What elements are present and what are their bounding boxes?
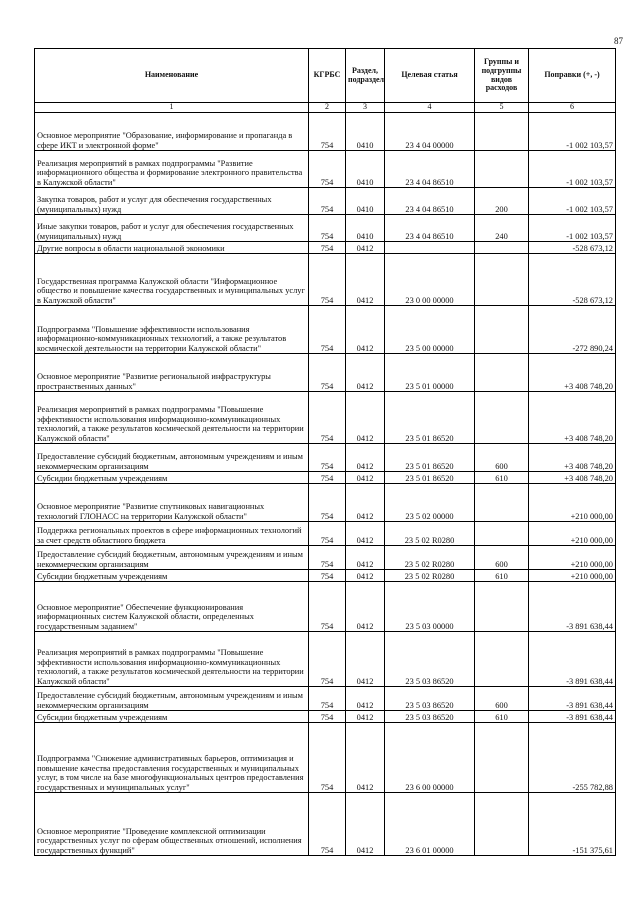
row-expense-group: [475, 582, 529, 632]
row-name: Предоставление субсидий бюджетным, автономным учреждениям и иным некоммерческим организациям: [35, 546, 309, 570]
row-target-article: 23 5 01 00000: [385, 354, 475, 392]
row-expense-group: [475, 254, 529, 306]
row-name: Подпрограмма "Снижение административных барьеров, оптимизация и повышение качества предоставления государственных и муниципальных услуг, в том числе на базе многофункциональных центров предоставления государственных и муниципальных услуг": [35, 723, 309, 793]
table-row: [35, 582, 616, 632]
row-kgrbs: 754: [309, 687, 346, 711]
row-kgrbs: 754: [309, 354, 346, 392]
row-target-article: 23 5 03 86520: [385, 632, 475, 687]
row-expense-group: [475, 632, 529, 687]
row-amendment-amount: +210 000,00: [529, 570, 616, 582]
header-amendments: Поправки (+, -): [529, 49, 616, 103]
row-kgrbs: 754: [309, 215, 346, 242]
table-row: [35, 522, 616, 546]
row-section: 0412: [346, 687, 385, 711]
header-row: [35, 49, 616, 103]
row-kgrbs: 754: [309, 711, 346, 723]
row-expense-group: [475, 723, 529, 793]
row-kgrbs: 754: [309, 113, 346, 151]
row-amendment-amount: +210 000,00: [529, 546, 616, 570]
table-row: [35, 242, 616, 254]
row-target-article: 23 5 02 00000: [385, 484, 475, 522]
row-name: Субсидии бюджетным учреждениям: [35, 570, 309, 582]
row-target-article: [385, 242, 475, 254]
column-number: 2: [309, 103, 346, 113]
row-expense-group: 610: [475, 570, 529, 582]
row-section: 0412: [346, 711, 385, 723]
row-expense-group: [475, 306, 529, 354]
row-kgrbs: 754: [309, 582, 346, 632]
row-target-article: 23 4 04 86510: [385, 215, 475, 242]
row-section: 0412: [346, 546, 385, 570]
row-kgrbs: 754: [309, 793, 346, 856]
header-groups: Группы и подгруппы видов расходов: [475, 49, 529, 103]
row-target-article: 23 5 02 R0280: [385, 570, 475, 582]
table-row: [35, 306, 616, 354]
row-name: Реализация мероприятий в рамках подпрограммы "Повышение эффективности использования информационно-коммуникационных технологий, а также результатов космической деятельности на территории Калужской области": [35, 632, 309, 687]
page-number: 87: [614, 36, 623, 46]
row-section: 0412: [346, 632, 385, 687]
row-kgrbs: 754: [309, 188, 346, 215]
row-expense-group: [475, 522, 529, 546]
row-section: 0412: [346, 723, 385, 793]
row-name: Государственная программа Калужской области "Информационное общество и повышение качества государственных и муниципальных услуг в Калужской области": [35, 254, 309, 306]
row-kgrbs: 754: [309, 484, 346, 522]
column-number: 6: [529, 103, 616, 113]
row-section: 0412: [346, 254, 385, 306]
row-target-article: 23 5 02 R0280: [385, 522, 475, 546]
row-name: Основное мероприятие "Проведение комплексной оптимизации государственных услуг по сферам общественных отношений, исполнения государственных функций": [35, 793, 309, 856]
row-kgrbs: 754: [309, 472, 346, 484]
row-amendment-amount: -3 891 638,44: [529, 711, 616, 723]
row-name: Предоставление субсидий бюджетным, автономным учреждениям и иным некоммерческим организациям: [35, 444, 309, 472]
column-number: 4: [385, 103, 475, 113]
row-kgrbs: 754: [309, 151, 346, 188]
row-target-article: 23 6 01 00000: [385, 793, 475, 856]
table-row: [35, 188, 616, 215]
row-expense-group: 600: [475, 444, 529, 472]
row-name: Реализация мероприятий в рамках подпрограммы "Повышение эффективности использования информационно-коммуникационных технологий, а также результатов космической деятельности на территории Калужской области": [35, 392, 309, 444]
row-name: Основное мероприятие" Обеспечение функционирования информационных систем Калужской области, определенных государственным заданием": [35, 582, 309, 632]
row-amendment-amount: -1 002 103,57: [529, 188, 616, 215]
row-name: Реализация мероприятий в рамках подпрограммы "Развитие информационного общества и формирование электронного правительства в Калужской области": [35, 151, 309, 188]
row-amendment-amount: +3 408 748,20: [529, 472, 616, 484]
row-kgrbs: 754: [309, 522, 346, 546]
row-amendment-amount: -151 375,61: [529, 793, 616, 856]
table-row: [35, 484, 616, 522]
row-name: Иные закупки товаров, работ и услуг для обеспечения государственных (муниципальных) нужд: [35, 215, 309, 242]
table-row: [35, 570, 616, 582]
row-expense-group: [475, 392, 529, 444]
row-target-article: 23 5 02 R0280: [385, 546, 475, 570]
row-name: Основное мероприятие "Образование, информирование и пропаганда в сфере ИКТ и электронной форме": [35, 113, 309, 151]
row-target-article: 23 5 00 00000: [385, 306, 475, 354]
row-amendment-amount: -255 782,88: [529, 723, 616, 793]
row-kgrbs: 754: [309, 242, 346, 254]
table-row: [35, 546, 616, 570]
row-section: 0412: [346, 392, 385, 444]
row-kgrbs: 754: [309, 392, 346, 444]
row-kgrbs: 754: [309, 570, 346, 582]
column-number: 1: [35, 103, 309, 113]
row-section: 0412: [346, 444, 385, 472]
row-section: 0410: [346, 215, 385, 242]
row-section: 0412: [346, 582, 385, 632]
row-amendment-amount: -3 891 638,44: [529, 687, 616, 711]
row-kgrbs: 754: [309, 444, 346, 472]
row-kgrbs: 754: [309, 723, 346, 793]
row-target-article: 23 5 03 00000: [385, 582, 475, 632]
row-target-article: 23 4 04 00000: [385, 113, 475, 151]
row-amendment-amount: -528 673,12: [529, 254, 616, 306]
row-amendment-amount: -1 002 103,57: [529, 215, 616, 242]
table-row: [35, 687, 616, 711]
row-amendment-amount: -272 890,24: [529, 306, 616, 354]
row-expense-group: 610: [475, 711, 529, 723]
budget-amendments-table: [34, 48, 616, 856]
row-expense-group: [475, 242, 529, 254]
row-expense-group: 240: [475, 215, 529, 242]
row-amendment-amount: +3 408 748,20: [529, 392, 616, 444]
row-expense-group: [475, 354, 529, 392]
row-expense-group: [475, 151, 529, 188]
column-number-row: [35, 103, 616, 113]
row-section: 0412: [346, 484, 385, 522]
row-name: Основное мероприятие "Развитие спутниковых навигационных технологий ГЛОНАСС на территории Калужской области": [35, 484, 309, 522]
row-amendment-amount: +210 000,00: [529, 484, 616, 522]
row-amendment-amount: -528 673,12: [529, 242, 616, 254]
row-target-article: 23 6 00 00000: [385, 723, 475, 793]
row-section: 0412: [346, 354, 385, 392]
table-row: [35, 215, 616, 242]
row-name: Закупка товаров, работ и услуг для обеспечения государственных (муниципальных) нужд: [35, 188, 309, 215]
row-amendment-amount: +3 408 748,20: [529, 354, 616, 392]
row-name: Субсидии бюджетным учреждениям: [35, 472, 309, 484]
row-amendment-amount: -1 002 103,57: [529, 151, 616, 188]
row-target-article: 23 4 04 86510: [385, 151, 475, 188]
column-number: 3: [346, 103, 385, 113]
table-row: [35, 632, 616, 687]
row-expense-group: 200: [475, 188, 529, 215]
row-expense-group: [475, 793, 529, 856]
row-expense-group: [475, 484, 529, 522]
header-target: Целевая статья: [385, 49, 475, 103]
row-amendment-amount: +210 000,00: [529, 522, 616, 546]
row-section: 0412: [346, 570, 385, 582]
table-row: [35, 354, 616, 392]
row-kgrbs: 754: [309, 632, 346, 687]
row-expense-group: 600: [475, 687, 529, 711]
table-row: [35, 392, 616, 444]
header-name: Наименование: [35, 49, 309, 103]
row-name: Поддержка региональных проектов в сфере информационных технологий за счет средств областного бюджета: [35, 522, 309, 546]
row-section: 0412: [346, 306, 385, 354]
table-row: [35, 793, 616, 856]
row-expense-group: 600: [475, 546, 529, 570]
table-row: [35, 151, 616, 188]
table-row: [35, 711, 616, 723]
row-section: 0410: [346, 188, 385, 215]
row-amendment-amount: -1 002 103,57: [529, 113, 616, 151]
row-target-article: 23 5 01 86520: [385, 392, 475, 444]
row-target-article: 23 5 03 86520: [385, 687, 475, 711]
row-target-article: 23 4 04 86510: [385, 188, 475, 215]
row-name: Подпрограмма "Повышение эффективности использования информационно-коммуникационных технологий, а также результатов космической деятельности на территории Калужской области": [35, 306, 309, 354]
row-name: Субсидии бюджетным учреждениям: [35, 711, 309, 723]
row-section: 0412: [346, 522, 385, 546]
row-kgrbs: 754: [309, 546, 346, 570]
header-kgrbs: КГРБС: [309, 49, 346, 103]
row-target-article: 23 5 01 86520: [385, 472, 475, 484]
table-row: [35, 444, 616, 472]
row-name: Предоставление субсидий бюджетным, автономным учреждениям и иным некоммерческим организациям: [35, 687, 309, 711]
column-number: 5: [475, 103, 529, 113]
table-row: [35, 113, 616, 151]
row-section: 0410: [346, 151, 385, 188]
row-kgrbs: 754: [309, 254, 346, 306]
table-row: [35, 254, 616, 306]
row-expense-group: [475, 113, 529, 151]
row-expense-group: 610: [475, 472, 529, 484]
row-section: 0410: [346, 113, 385, 151]
header-section: Раздел, подраздел: [346, 49, 385, 103]
row-name: Основное мероприятие "Развитие региональной инфраструктуры пространственных данных": [35, 354, 309, 392]
table-row: [35, 472, 616, 484]
row-target-article: 23 0 00 00000: [385, 254, 475, 306]
row-amendment-amount: -3 891 638,44: [529, 582, 616, 632]
row-name: Другие вопросы в области национальной экономики: [35, 242, 309, 254]
row-amendment-amount: +3 408 748,20: [529, 444, 616, 472]
row-target-article: 23 5 01 86520: [385, 444, 475, 472]
row-section: 0412: [346, 472, 385, 484]
row-amendment-amount: -3 891 638,44: [529, 632, 616, 687]
row-section: 0412: [346, 242, 385, 254]
table-body: [35, 113, 616, 856]
row-section: 0412: [346, 793, 385, 856]
table-row: [35, 723, 616, 793]
row-target-article: 23 5 03 86520: [385, 711, 475, 723]
row-kgrbs: 754: [309, 306, 346, 354]
